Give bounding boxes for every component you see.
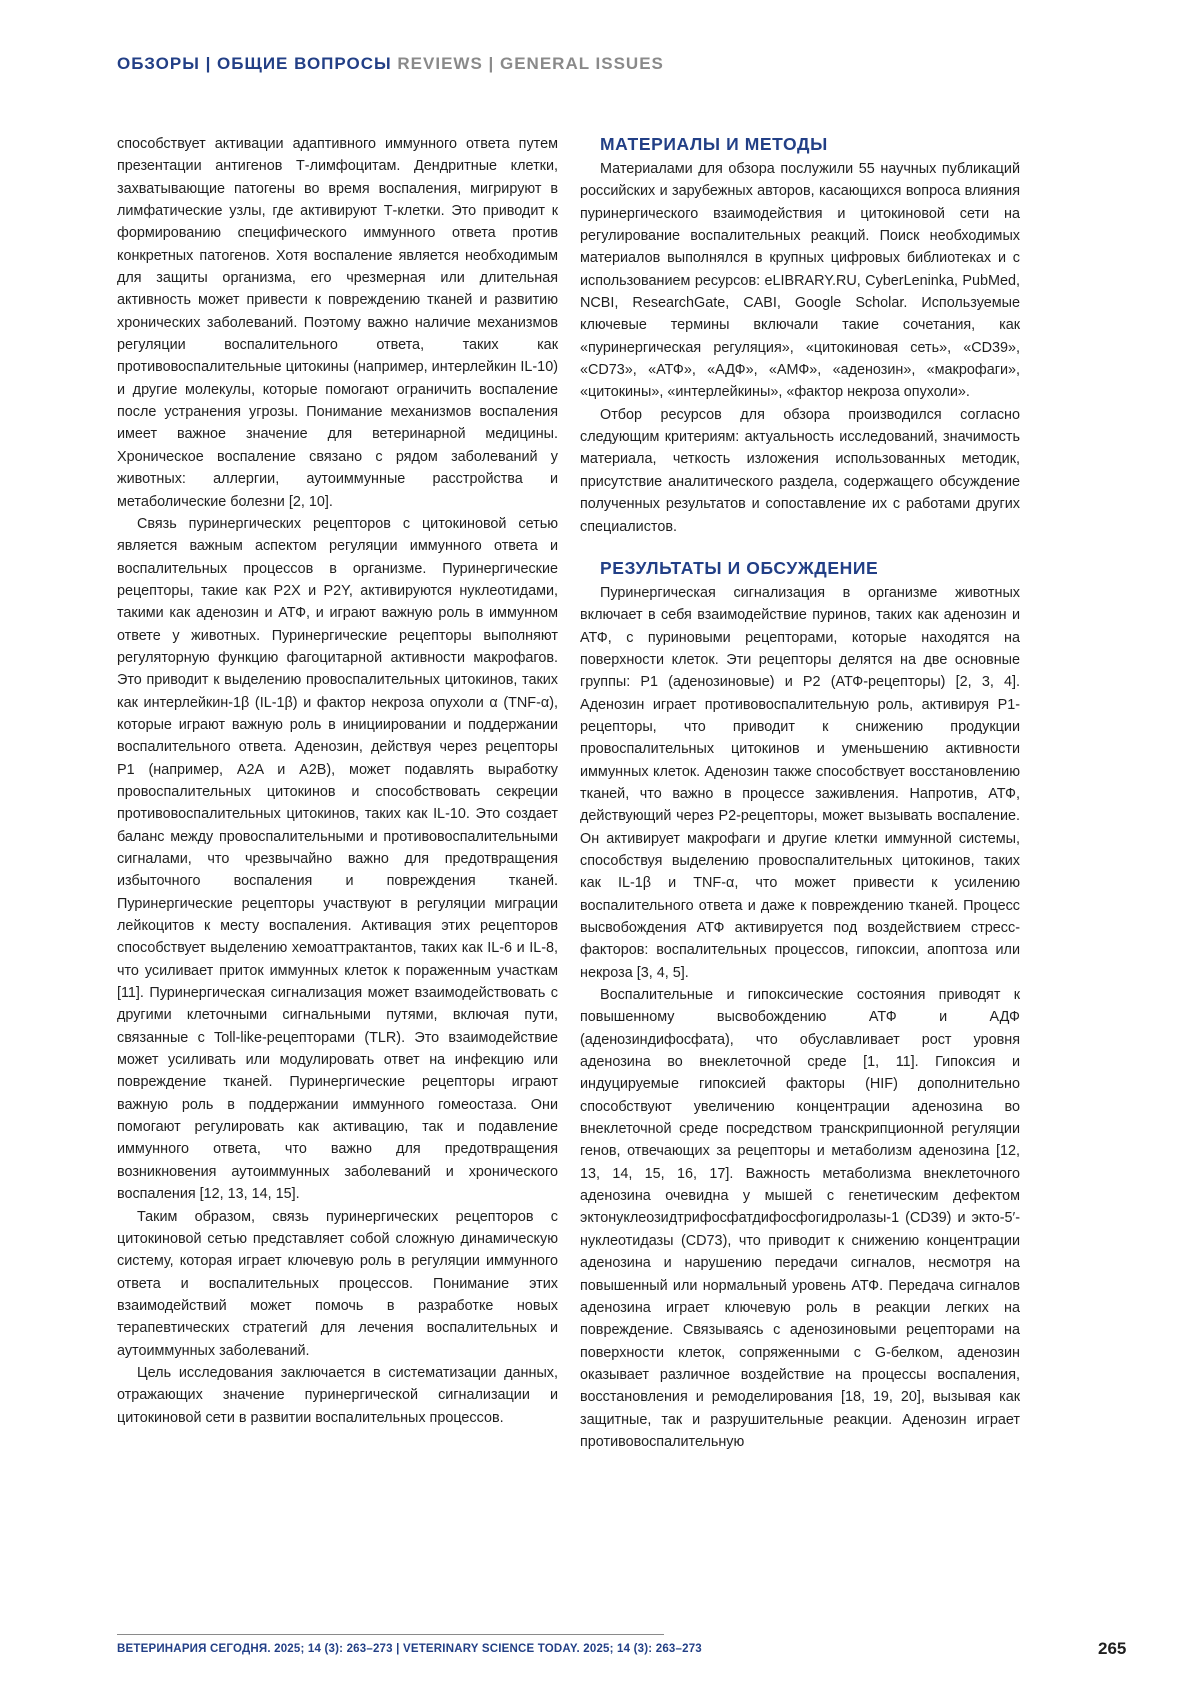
footer-divider [117,1634,664,1635]
page-number: 265 [1098,1639,1127,1658]
results-paragraph-1: Пуринергическая сигнализация в организме животных включает в себя взаимодействие пуринов, таких как аденозин и АТФ, с пуриновыми рецепторами, которые находятся на поверхности клеток. Эти рецепторы делятся на две основные группы: P1 (аденозиновые) и P2 (АТФ-рецепторы) [2, 3, 4]. Аденозин играет противовоспалительную роль, активируя P1-рецепторы, что приводит к снижению продукции провоспалительных цитокинов и уменьшению активности иммунных клеток. Аденозин также способствует восстановлению тканей, что важно в процессе заживления. Напротив, АТФ, действующий через P2-рецепторы, может вызывать воспаление. Он активирует макрофаги и другие клетки иммунной системы, способствуя выделению провоспалительных цитокинов, таких как IL-1β и TNF-α, что может привести к усилению воспалительного ответа и даже к повреждению тканей. Процесс высвобождения АТФ активируется под воздействием стресс-факторов: воспалительных процессов, гипоксии, апоптоза или некроза [3, 4, 5]. [580,584,1020,981]
footer-journal-citation: ВЕТЕРИНАРИЯ СЕГОДНЯ. 2025; 14 (3): 263–273 | VETERINARY SCIENCE TODAY. 2025; 14 (3): 263–273 [117,1643,702,1655]
section-title-materials-methods: МАТЕРИАЛЫ И МЕТОДЫ [600,134,828,154]
header-section-ru: ОБЗОРЫ | ОБЩИЕ ВОПРОСЫ [117,54,392,73]
left-paragraph-4: Цель исследования заключается в систематизации данных, отражающих значение пуринергической сигнализации и цитокиновой сети в развитии воспалительных процессов. [117,1364,558,1426]
header-section-en: REVIEWS | GENERAL ISSUES [397,54,664,73]
right-column [580,132,1020,1453]
running-header [117,54,664,74]
results-paragraph-2: Воспалительные и гипоксические состояния приводят к повышенному высвобождению АТФ и АДФ (аденозиндифосфата), что обуславливает рост уровня аденозина во внеклеточной среде [1, 11]. Гипоксия и индуцируемые гипоксией факторы (HIF) дополнительно способствуют увеличению концентрации аденозина во внеклеточной среде посредством транскрипционной регуляции генов, отвечающих за рецепторы и метаболизм аденозина [12, 13, 14, 15, 16, 17]. Важность метаболизма внеклеточного аденозина очевидна у мышей с генетическим дефектом эктонуклеозидтрифосфатдифосфогидролазы-1 (CD39) и экто-5′-нуклеотидазы (CD73), что приводит к снижению концентрации аденозина и нарушению передачи сигналов, несмотря на повышенный или нормальный уровень АТФ. Передача сигналов аденозина играет ключевую роль в реакции легких на повреждение. Связываясь с аденозиновыми рецепторами на поверхности клеток, сопряженными с G-белком, аденозин оказывает различное воздействие на процессы воспаления, восстановления и ремоделирования [18, 19, 20], вызывая как защитные, так и разрушительные реакции. Аденозин играет противовоспалительную [580,987,1020,1450]
left-paragraph-1: способствует активации адаптивного иммунного ответа путем презентации антигенов Т-лимфоцитам. Дендритные клетки, захватывающие патогены во время воспаления, мигрируют в лимфатические узлы, где активируют Т-клетки. Это приводит к формированию специфического иммунного ответа против конкретных патогенов. Хотя воспаление является необходимым для защиты организма, его чрезмерная или длительная активность может привести к повреждению тканей и развитию хронических заболеваний. Поэтому важно наличие механизмов регуляции воспалительного ответа, таких как противовоспалительные цитокины (например, интерлейкин IL-10) и другие молекулы, которые помогают ограничить воспаление после устранения угрозы. Понимание механизмов воспаления имеет важное значение для ветеринарной медицины. Хроническое воспаление связано с рядом заболеваний у животных: аллергии, аутоиммунные расстройства и метаболические болезни [2, 10]. [117,136,558,510]
left-paragraph-3: Таким образом, связь пуринергических рецепторов с цитокиновой сетью представляет собой сложную динамическую систему, которая играет ключевую роль в регуляции иммунного ответа и воспалительных процессов. Понимание этих взаимодействий может помочь в разработке новых терапевтических стратегий для лечения воспалительных и аутоиммунных заболеваний. [117,1208,558,1359]
left-column [117,133,558,1429]
left-paragraph-2: Связь пуринергических рецепторов с цитокиновой сетью является важным аспектом регуляции иммунного ответа и воспалительных процессов в организме. Пуринергические рецепторы, такие как P2X и P2Y, активируются нуклеотидами, такими как аденозин и АТФ, и играют важную роль в иммунном ответе у животных. Пуринергические рецепторы выполняют регуляторную функцию фагоцитарной активности макрофагов. Это приводит к выделению провоспалительных цитокинов, таких как интерлейкин-1β (IL-1β) и фактор некроза опухоли α (TNF-α), которые играют важную роль в инициировании и поддержании воспалительного ответа. Аденозин, действуя через рецепторы P1 (например, A2A и A2B), может подавлять выработку провоспалительных цитокинов и способствовать секреции противовоспалительных цитокинов, таких как IL-10. Это создает баланс между провоспалительными и противовоспалительными сигналами, что чрезвычайно важно для предотвращения избыточного воспаления и повреждения тканей. Пуринергические рецепторы участвуют в регуляции миграции лейкоцитов к месту воспаления. Активация этих рецепторов способствует выделению хемоаттрактантов, таких как IL-6 и IL-8, что усиливает приток иммунных клеток к пораженным участкам [11]. Пуринергическая сигнализация может взаимодействовать с другими клеточными сигнальными путями, включая пути, связанные с Toll-like-рецепторами (TLR). Это взаимодействие может усиливать или модулировать ответ на инфекцию или повреждение тканей. Пуринергические рецепторы играют важную роль в поддержании иммунного гомеостаза. Они помогают регулировать как активацию, так и подавление иммунного ответа, что важно для предотвращения возникновения аутоиммунных заболеваний и хронического воспаления [12, 13, 14, 15]. [117,515,558,1203]
methods-paragraph-1: Материалами для обзора послужили 55 научных публикаций российских и зарубежных авторов, касающихся вопроса влияния пуринергического взаимодействия и цитокиновой сети на регулирование воспалительных реакций. Поиск необходимых материалов выполнялся в крупных цифровых библиотеках и с использованием ресурсов: eLIBRARY.RU, CyberLeninka, PubMed, NCBI, ResearchGate, CABI, Google Scholar. Используемые ключевые термины включали такие сочетания, как «пуринергическая регуляция», «цитокиновая сеть», «CD39», «CD73», «АТФ», «АДФ», «АМФ», «аденозин», «макрофаги», «цитокины», «интерлейкины», «фактор некроза опухоли». [580,161,1020,401]
methods-paragraph-2: Отбор ресурсов для обзора производился согласно следующим критериям: актуальность исследований, значимость материала, четкость изложения использованных методик, присутствие аналитического раздела, содержащего обсуждение полученных результатов и сопоставление их с работами других специалистов. [580,406,1020,535]
section-title-results-discussion: РЕЗУЛЬТАТЫ И ОБСУЖДЕНИЕ [600,557,879,578]
